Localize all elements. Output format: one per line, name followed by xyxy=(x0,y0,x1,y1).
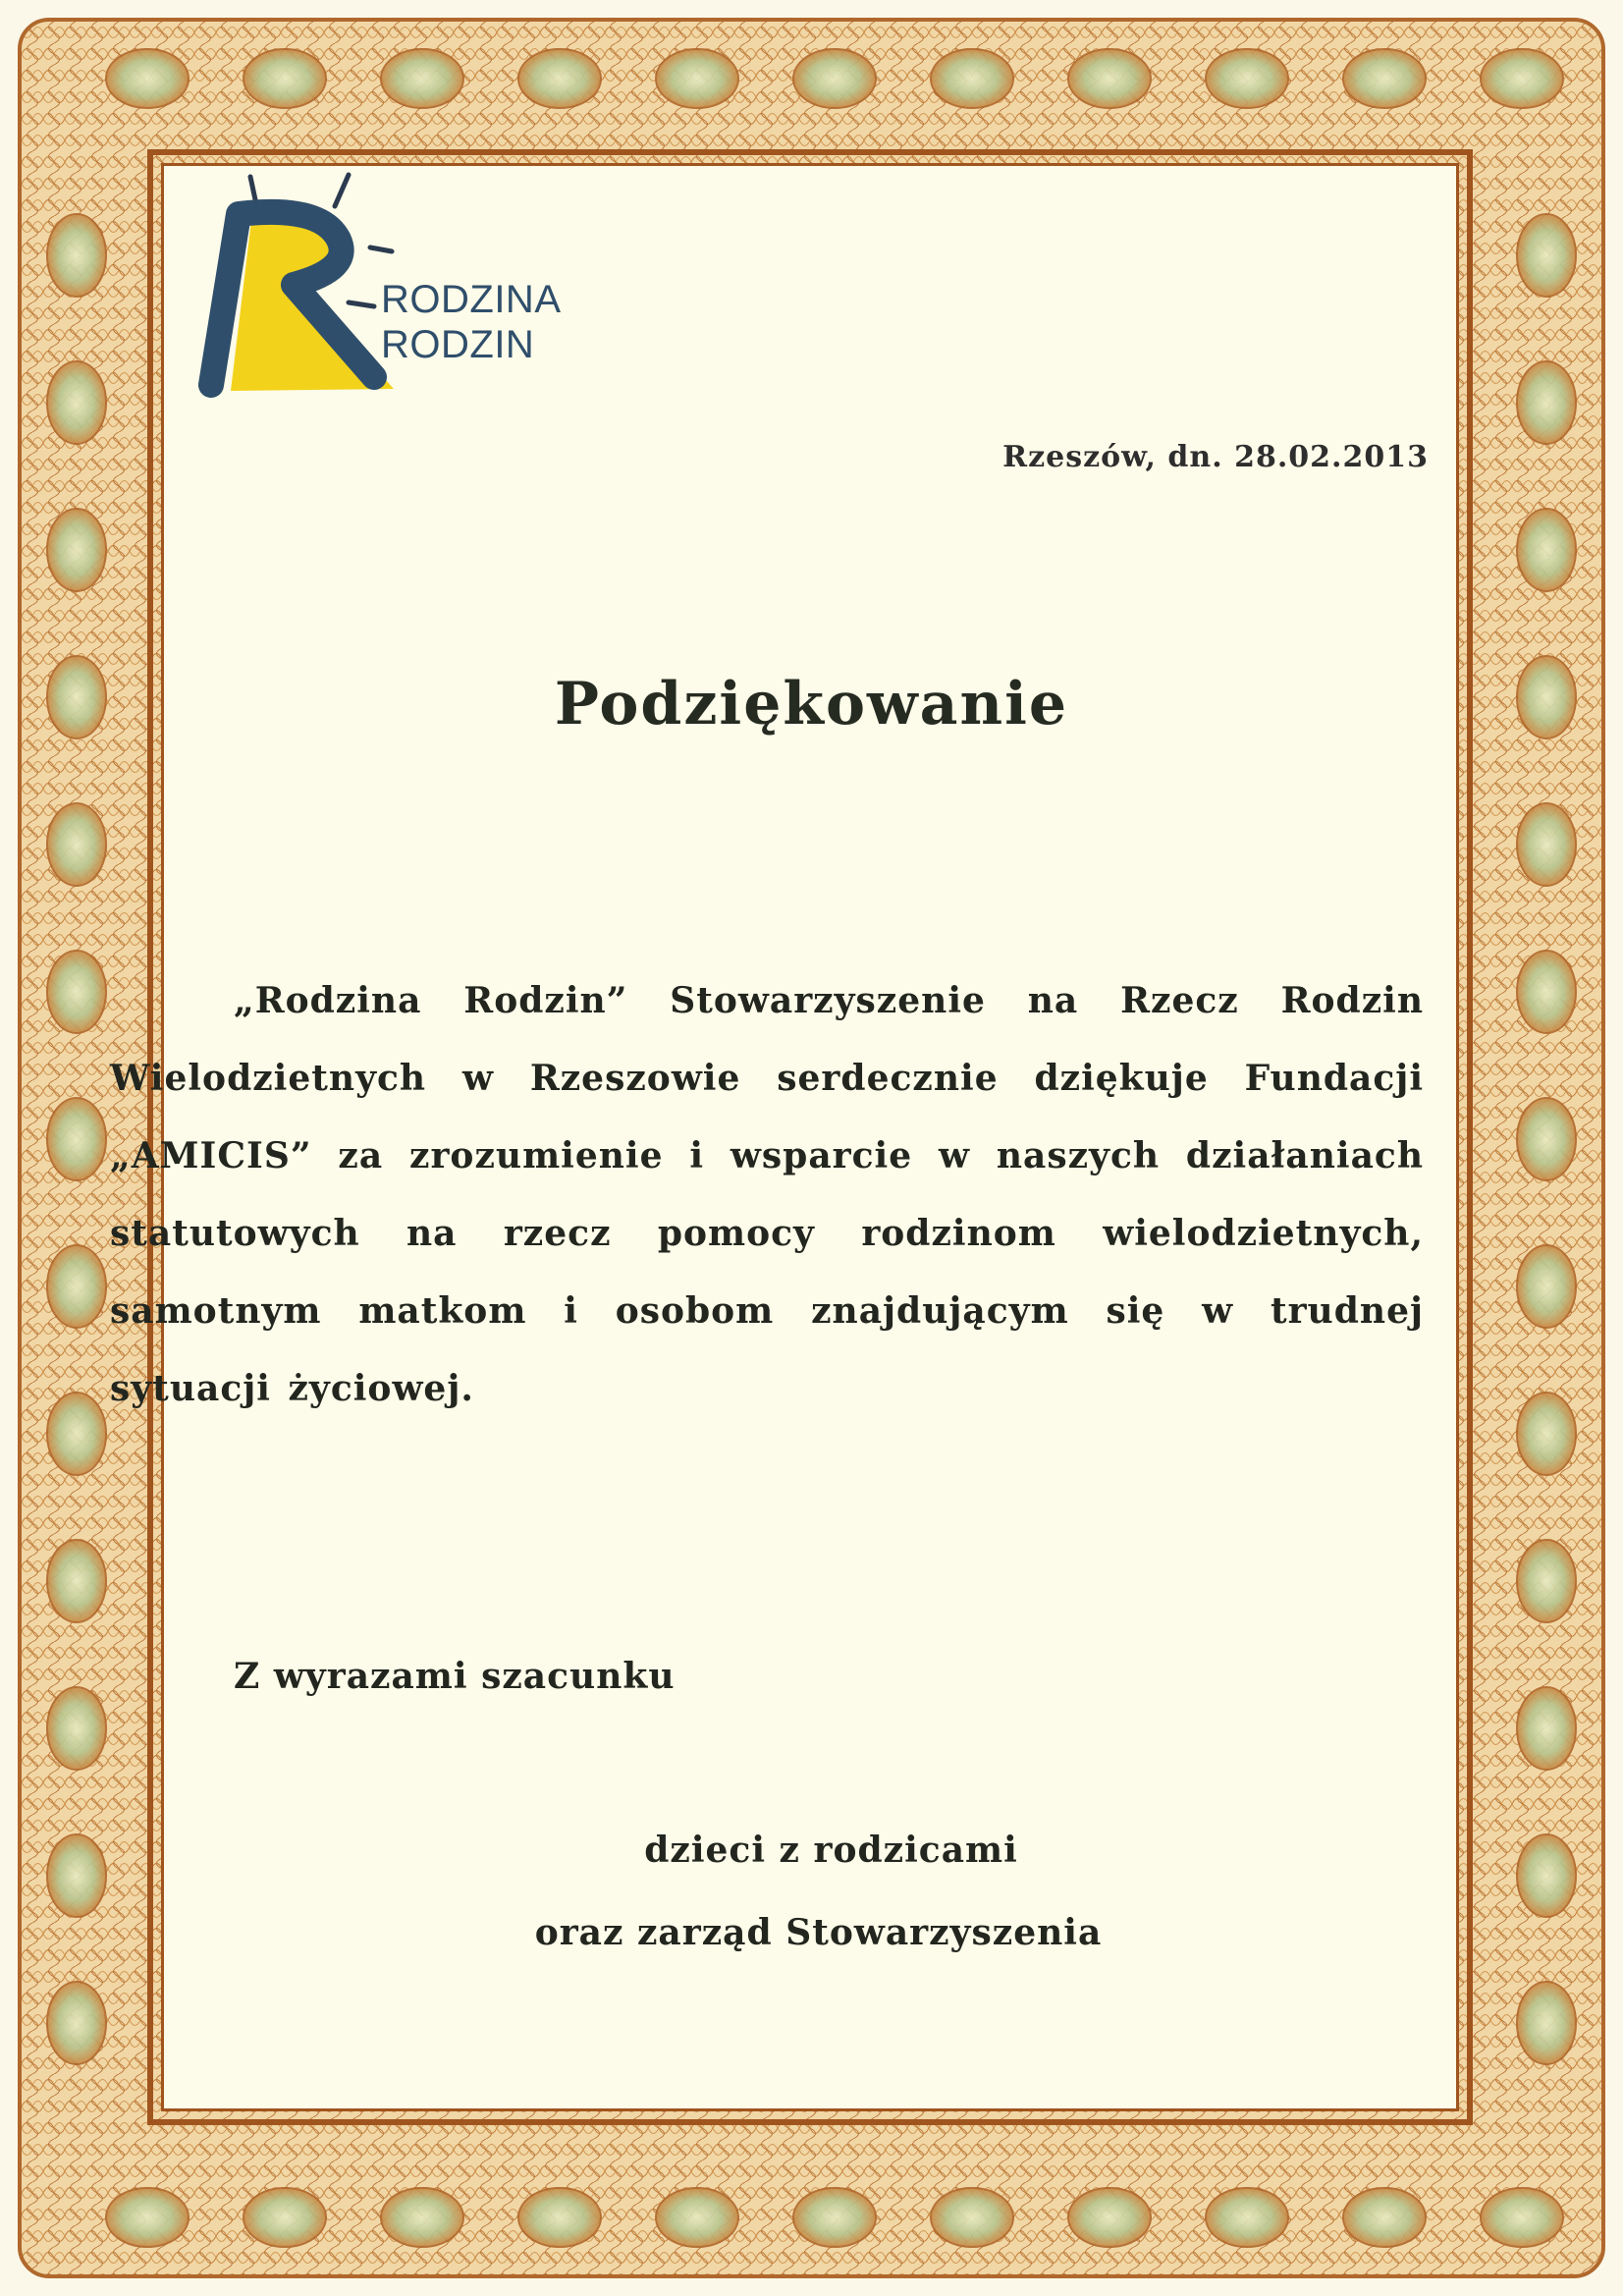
document-title: Podziękowanie xyxy=(554,670,1069,738)
logo-wordmark xyxy=(381,277,562,367)
document-date: Rzeszów, dn. 28.02.2013 xyxy=(1002,440,1429,474)
logo-line-1: RODZINA xyxy=(381,278,562,321)
closing-salutation: Z wyrazami szacunku xyxy=(234,1656,676,1697)
signature-line-2: oraz zarząd Stowarzyszenia xyxy=(534,1912,1103,1953)
signature-line-1: dzieci z rodzicami xyxy=(644,1830,1018,1871)
signature-block xyxy=(0,1809,1623,1974)
logo-line-2: RODZIN xyxy=(381,323,535,366)
body-paragraph: „Rodzina Rodzin” Stowarzyszenie na Rzecz Rodzin Wielodzietnych w Rzeszowie serdecznie dziękuje Fundacji „AMICIS” za zrozumienie i wsparcie w naszych działaniach statutowych na rzecz pomocy rodzinom wielodzietnych, samotnym matkom i osobom znajdującym się w trudnej sytuacji życiowej. xyxy=(110,980,1424,1409)
